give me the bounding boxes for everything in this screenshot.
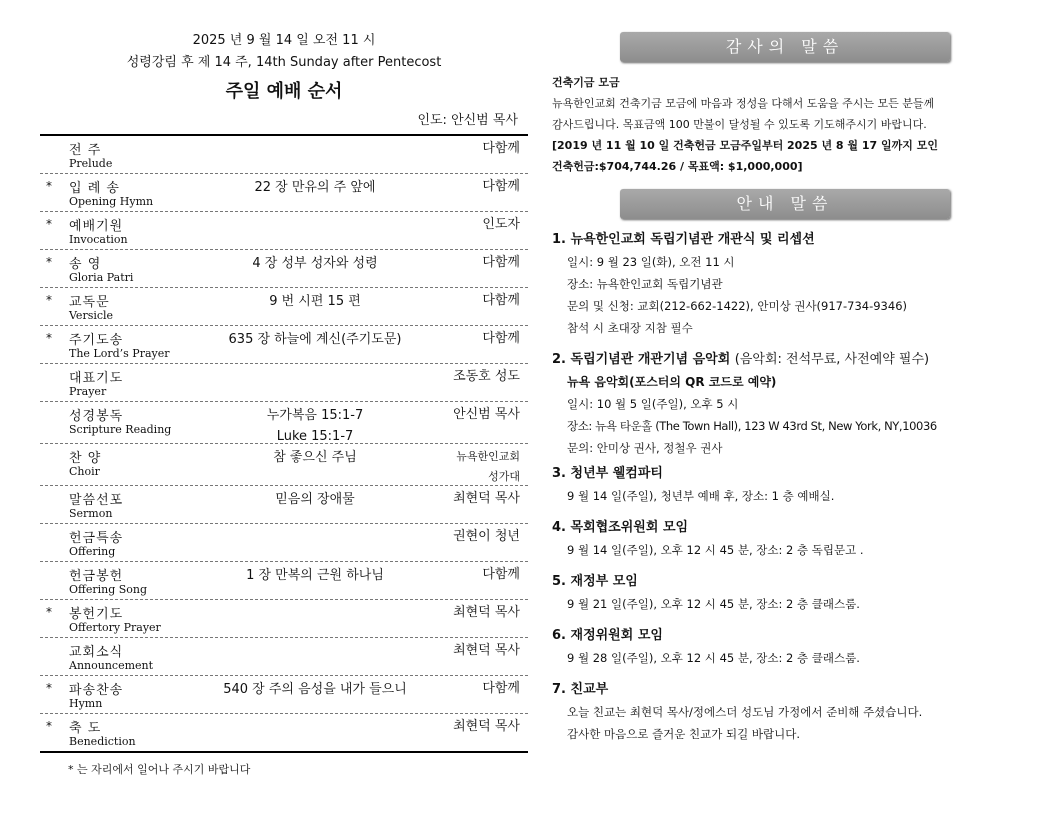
- item-korean-name: 교회소식: [69, 645, 124, 660]
- item-content-line: 누가복음 15:1-7: [266, 408, 364, 423]
- item-leader-line: 다함께: [482, 331, 520, 346]
- item-content: [190, 329, 440, 350]
- notices-banner: 안내 말씀: [620, 189, 950, 219]
- notice-title: [552, 349, 988, 371]
- notice-7: [552, 679, 988, 745]
- item-content: [190, 177, 440, 198]
- item-korean-name: 송 영: [69, 257, 102, 272]
- notice-line: 9 월 14 일(주일), 오후 12 시 45 분, 장소: 2 층 독립문고 .: [567, 543, 864, 557]
- item-leader-line: 최현덕 목사: [453, 605, 520, 620]
- item-leader: [453, 603, 520, 623]
- page-title: 주일 예배 순서: [225, 81, 343, 102]
- item-content-line: 635 장 하늘에 계신(주기도문): [228, 332, 402, 347]
- item-leader-line: 다함께: [482, 179, 520, 194]
- item-english-name: The Lord’s Prayer: [69, 347, 170, 360]
- order-row: [40, 250, 528, 288]
- item-leader: [453, 641, 520, 661]
- notice-line: 문의 및 신청: 교회(212-662-1422), 안미상 권사(917-734-9346): [567, 299, 907, 313]
- building-fund-text-1: 뉴욕한인교회 건축기금 모금에 마음과 정성을 다해서 도움을 주시는 모든 분들께: [552, 97, 935, 110]
- service-date: 2025 년 9 월 14 일 오전 11 시: [192, 33, 376, 48]
- item-english-name: Opening Hymn: [69, 195, 154, 208]
- order-row: [40, 444, 528, 486]
- item-leader-line: 다함께: [482, 141, 520, 156]
- notice-title: 4. 목회협조위원회 모임: [552, 520, 689, 535]
- item-leader: [453, 405, 520, 425]
- item-korean-name: 대표기도: [69, 371, 124, 386]
- item-leader: [456, 447, 520, 487]
- notice-line: 일시: 9 월 23 일(화), 오전 11 시: [567, 255, 735, 269]
- item-leader-line: 다함께: [482, 255, 520, 270]
- notice-title: 3. 청년부 웰컴파티: [552, 466, 663, 481]
- notice-line: 감사한 마음으로 즐거운 친교가 되길 바랍니다.: [567, 727, 801, 741]
- service-leader: 인도: 안신범 목사: [417, 113, 518, 128]
- standing-footnote: * 는 자리에서 일어나 주시기 바랍니다: [68, 763, 251, 776]
- order-row: [40, 402, 528, 444]
- order-of-worship-table: [40, 134, 528, 753]
- order-row: [40, 562, 528, 600]
- order-row: [40, 288, 528, 326]
- notice-line: 장소: 뉴욕 타운홀 (The Town Hall), 123 W 43rd St, New York, NY,10036: [567, 419, 937, 433]
- order-row: [40, 676, 528, 714]
- item-content: [190, 447, 440, 468]
- star-marker: *: [46, 605, 52, 619]
- order-row: [40, 364, 528, 402]
- item-korean-name: 예배기원: [69, 219, 124, 234]
- item-korean-name: 헌금특송: [69, 531, 124, 546]
- item-leader: [453, 489, 520, 509]
- item-content-line: 22 장 만유의 주 앞에: [254, 180, 376, 195]
- item-english-name: Prelude: [69, 157, 113, 170]
- notice-line: 일시: 10 월 5 일(주일), 오후 5 시: [567, 397, 739, 411]
- item-english-name: Choir: [69, 465, 100, 478]
- item-content-line: 믿음의 장애물: [275, 492, 355, 507]
- building-fund-total-2: 건축헌금:$704,744.26 / 목표액: $1,000,000]: [552, 160, 803, 173]
- item-leader-line: 최현덕 목사: [453, 643, 520, 658]
- item-korean-name: 파송찬송: [69, 683, 124, 698]
- notice-6: [552, 625, 988, 669]
- building-fund-total-1: [2019 년 11 월 10 일 건축헌금 모금주일부터 2025 년 8 월 17 일까지 모인: [552, 139, 938, 152]
- item-content: [190, 291, 440, 312]
- item-leader: [482, 215, 520, 235]
- item-english-name: Hymn: [69, 697, 103, 710]
- order-row: [40, 714, 528, 751]
- order-row: [40, 486, 528, 524]
- item-leader: [482, 565, 520, 585]
- item-english-name: Offering: [69, 545, 116, 558]
- item-english-name: Prayer: [69, 385, 107, 398]
- item-english-name: Sermon: [69, 507, 113, 520]
- item-english-name: Invocation: [69, 233, 128, 246]
- item-content: [190, 253, 440, 274]
- item-leader-line-2: 성가대: [488, 470, 520, 483]
- item-leader: [482, 679, 520, 699]
- item-leader: [453, 367, 520, 387]
- item-leader-line: 다함께: [482, 293, 520, 308]
- star-marker: *: [46, 331, 52, 345]
- notice-title: 5. 재정부 모임: [552, 574, 638, 589]
- item-korean-name: 헌금봉헌: [69, 569, 124, 584]
- item-content-line: 4 장 성부 성자와 성령: [252, 256, 378, 271]
- notice-title-text: 2. 독립기념관 개관기념 음악회: [552, 352, 731, 367]
- item-korean-name: 성경봉독: [69, 409, 124, 424]
- item-leader-line: 권현이 청년: [453, 529, 520, 544]
- item-leader: [482, 291, 520, 311]
- building-fund-heading: 건축기금 모금: [552, 76, 620, 89]
- thanks-banner: 감사의 말씀: [620, 32, 950, 62]
- item-content: [190, 405, 440, 447]
- item-content-line: 참 좋으신 주님: [273, 450, 357, 465]
- notice-title: 7. 친교부: [552, 682, 609, 697]
- order-row: [40, 174, 528, 212]
- notice-line: 9 월 14 일(주일), 청년부 예배 후, 장소: 1 층 예배실.: [567, 489, 835, 503]
- item-korean-name: 입 례 송: [69, 181, 120, 196]
- item-english-name: Announcement: [69, 659, 154, 672]
- notice-3: [552, 463, 988, 507]
- worship-order-panel: [40, 30, 528, 777]
- item-leader: [453, 527, 520, 547]
- item-content-line: 9 번 시편 15 편: [269, 294, 361, 309]
- order-row: [40, 524, 528, 562]
- item-leader-line: 조동호 성도: [453, 369, 520, 384]
- item-content-line: 1 장 만복의 근원 하나님: [246, 568, 384, 583]
- item-content: [190, 565, 440, 586]
- item-english-name: Offertory Prayer: [69, 621, 161, 634]
- order-row: [40, 136, 528, 174]
- item-english-name: Gloria Patri: [69, 271, 134, 284]
- liturgical-season: 성령강림 후 제 14 주, 14th Sunday after Pentecost: [126, 55, 442, 70]
- order-row: [40, 212, 528, 250]
- announcements-panel: [552, 32, 988, 745]
- notice-2: [552, 349, 988, 459]
- item-leader-line: 안신범 목사: [453, 407, 520, 422]
- star-marker: *: [46, 255, 52, 269]
- item-content-line: 540 장 주의 음성을 내가 들으니: [223, 682, 407, 697]
- item-korean-name: 교독문: [69, 295, 110, 310]
- item-leader: [482, 329, 520, 349]
- item-korean-name: 찬 양: [69, 451, 102, 466]
- notice-4: [552, 517, 988, 561]
- notice-line: 9 월 21 일(주일), 오후 12 시 45 분, 장소: 2 층 클래스룸.: [567, 597, 860, 611]
- order-row: [40, 638, 528, 676]
- item-content-line-2: Luke 15:1-7: [276, 429, 354, 444]
- item-leader-line: 인도자: [482, 217, 520, 232]
- notice-line: 장소: 뉴욕한인교회 독립기념관: [567, 277, 723, 291]
- notice-line: 문의: 안미상 권사, 정철우 권사: [567, 441, 723, 455]
- item-leader-line: 최현덕 목사: [453, 719, 520, 734]
- notice-1: [552, 229, 988, 339]
- notice-line: 9 월 28 일(주일), 오후 12 시 45 분, 장소: 2 층 클래스룸.: [567, 651, 860, 665]
- order-row: [40, 600, 528, 638]
- building-fund-section: [552, 72, 988, 177]
- item-korean-name: 주기도송: [69, 333, 124, 348]
- item-korean-name: 축 도: [69, 721, 102, 736]
- order-row: [40, 326, 528, 364]
- item-content: [190, 679, 440, 700]
- item-content: [190, 489, 440, 510]
- item-leader-line: 다함께: [482, 681, 520, 696]
- item-leader-line: 뉴욕한인교회: [456, 450, 520, 463]
- item-leader: [482, 177, 520, 197]
- item-korean-name: 봉헌기도: [69, 607, 124, 622]
- star-marker: *: [46, 217, 52, 231]
- item-korean-name: 전 주: [69, 143, 102, 158]
- item-english-name: Scripture Reading: [69, 423, 172, 436]
- notice-title: 1. 뉴욕한인교회 독립기념관 개관식 및 리셉션: [552, 232, 815, 247]
- item-korean-name: 말씀선포: [69, 493, 124, 508]
- star-marker: *: [46, 179, 52, 193]
- item-leader: [482, 139, 520, 159]
- item-english-name: Offering Song: [69, 583, 148, 596]
- star-marker: *: [46, 293, 52, 307]
- item-english-name: Versicle: [69, 309, 114, 322]
- item-english-name: Benediction: [69, 735, 136, 748]
- item-leader-line: 다함께: [482, 567, 520, 582]
- item-leader: [482, 253, 520, 273]
- building-fund-text-2: 감사드립니다. 목표금액 100 만불이 달성될 수 있도록 기도해주시기 바랍니다.: [552, 118, 927, 131]
- notice-title-note: (음악회: 전석무료, 사전예약 필수): [734, 352, 930, 367]
- item-leader: [453, 717, 520, 737]
- star-marker: *: [46, 681, 52, 695]
- notice-subhead: 뉴욕 음악회(포스터의 QR 코드로 예약): [567, 375, 777, 389]
- notice-line: 오늘 친교는 최현덕 목사/정에스더 성도님 가정에서 준비해 주셨습니다.: [567, 705, 923, 719]
- notice-title: 6. 재정위원회 모임: [552, 628, 663, 643]
- notice-5: [552, 571, 988, 615]
- notice-line: 참석 시 초대장 지참 필수: [567, 321, 693, 335]
- star-marker: *: [46, 719, 52, 733]
- item-leader-line: 최현덕 목사: [453, 491, 520, 506]
